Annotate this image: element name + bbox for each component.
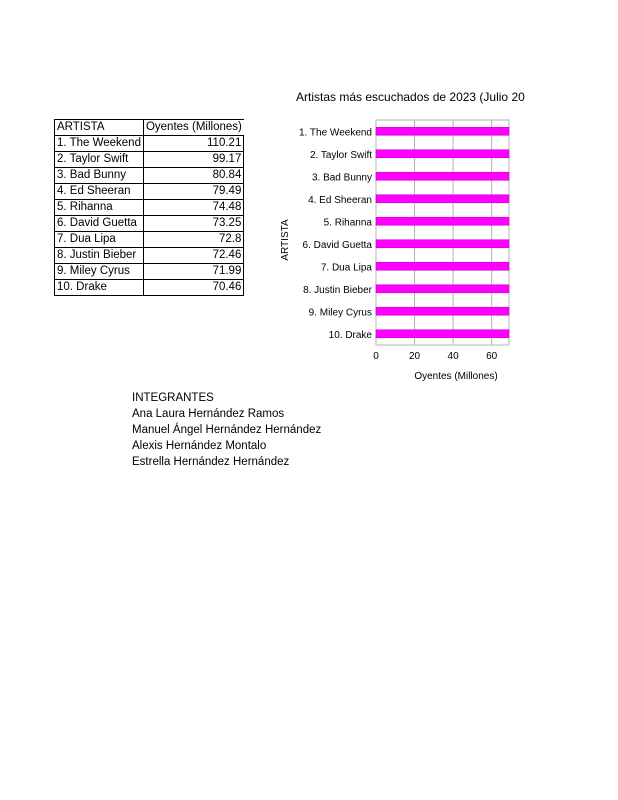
listeners-cell: 71.99 (143, 264, 243, 280)
category-label: 5. Rihanna (323, 217, 372, 229)
x-axis-label: Oyentes (Millones) (414, 371, 498, 382)
artist-cell: 1. The Weekend (55, 136, 144, 152)
listeners-cell: 79.49 (143, 184, 243, 200)
artist-cell: 5. Rihanna (55, 200, 144, 216)
header-listeners: Oyentes (Millones) (143, 120, 243, 136)
listeners-cell: 74.48 (143, 200, 243, 216)
category-label: 1. The Weekend (298, 127, 372, 139)
artist-cell: 7. Dua Lipa (55, 232, 144, 248)
listeners-cell: 73.25 (143, 216, 243, 232)
artist-cell: 8. Justin Bieber (55, 248, 144, 264)
bar (376, 262, 509, 270)
bar (376, 217, 509, 225)
listeners-cell: 72.46 (143, 248, 243, 264)
category-label: 8. Justin Bieber (303, 284, 372, 296)
members-section (132, 390, 321, 470)
category-label: 3. Bad Bunny (311, 172, 372, 184)
bar (376, 240, 509, 248)
artist-cell: 4. Ed Sheeran (55, 184, 144, 200)
artist-cell: 9. Miley Cyrus (55, 264, 144, 280)
listeners-cell: 70.46 (143, 280, 243, 296)
bar (376, 330, 509, 338)
bar (376, 172, 509, 180)
x-tick-label: 20 (408, 351, 421, 362)
category-label: 6. David Guetta (302, 239, 372, 251)
bar (376, 285, 509, 293)
y-axis-label: ARTISTA (280, 219, 291, 261)
bar (376, 195, 509, 203)
listeners-cell: 72.8 (143, 232, 243, 248)
members-heading: INTEGRANTES (132, 392, 214, 404)
listeners-cell: 99.17 (143, 152, 243, 168)
category-label: 10. Drake (328, 329, 372, 341)
x-tick-label: 60 (486, 351, 498, 362)
member-name: Estrella Hernández Hernández (132, 456, 290, 468)
member-name: Alexis Hernández Montalo (132, 440, 267, 452)
artist-cell: 10. Drake (55, 280, 144, 296)
member-name: Manuel Ángel Hernández Hernández (132, 424, 322, 436)
bar (376, 150, 509, 158)
bar (376, 307, 509, 315)
x-tick-label: 40 (447, 351, 459, 362)
member-name: Ana Laura Hernández Ramos (132, 408, 285, 420)
chart-title: Artistas más escuchados de 2023 (Julio 20 (296, 90, 525, 104)
category-label: 7. Dua Lipa (320, 262, 372, 274)
listeners-cell: 110.21 (143, 136, 243, 152)
header-artist: ARTISTA (55, 120, 144, 136)
bar (376, 127, 509, 135)
x-tick-label: 0 (373, 351, 379, 362)
artist-cell: 3. Bad Bunny (55, 168, 144, 184)
artist-cell: 6. David Guetta (55, 216, 144, 232)
category-label: 9. Miley Cyrus (308, 307, 372, 319)
artist-cell: 2. Taylor Swift (55, 152, 144, 168)
category-label: 4. Ed Sheeran (308, 194, 372, 206)
category-label: 2. Taylor Swift (309, 149, 372, 161)
listeners-cell: 80.84 (143, 168, 243, 184)
